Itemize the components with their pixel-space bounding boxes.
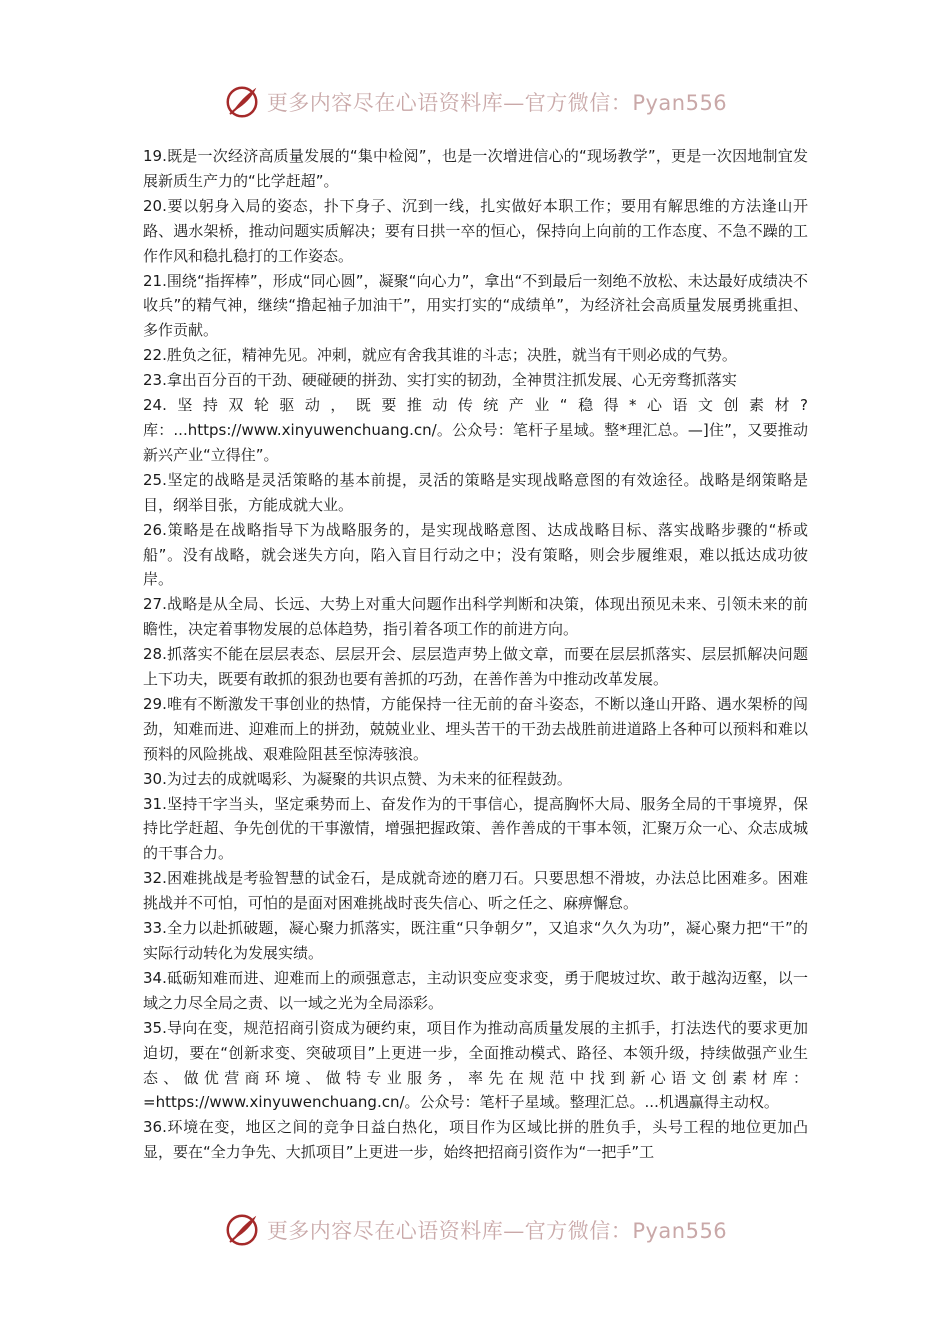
paragraph: 28.抓落实不能在层层表态、层层开会、层层造声势上做文章，而要在层层抓落实、层层抓解决问题上下功夫，既要有敢抓的狠劲也要有善抓的巧劲，在善作善为中推动改革发展。	[143, 645, 808, 689]
header-banner	[0, 80, 950, 124]
paragraph: 23.拿出百分百的干劲、硬碰硬的拼劲、实打实的韧劲，全神贯注抓发展、心无旁骛抓落实	[143, 371, 737, 390]
paragraph: 29.唯有不断激发干事创业的热情，方能保持一往无前的奋斗姿态，不断以逢山开路、遇水架桥的闯劲，知难而进、迎难而上的拼劲，兢兢业业、埋头苦干的干劲去战胜前进道路上各种可以预料和难以预料的风险挑战、艰难险阻甚至惊涛骇浪。	[143, 694, 808, 763]
paragraph: 35.导向在变，规范招商引资成为硬约束，项目作为推动高质量发展的主抓手，打法迭代的要求更加迫切，要在“创新求变、突破项目”上更进一步，全面推动模式、路径、本领升级，持续做强产业生态、做优营商环境、做特专业服务，率先在规范中找到新心语文创素材库：=https://www.xinyuwenchuang.cn/。公众号：笔杆子星域。整理汇总。...机遇赢得主动权。	[143, 1018, 808, 1112]
document-body	[143, 144, 808, 1165]
paragraph: 26.策略是在战略指导下为战略服务的，是实现战略意图、达成战略目标、落实战略步骤的“桥或船”。没有战略，就会迷失方向，陷入盲目行动之中；没有策略，则会步履维艰，难以抵达成功彼岸。	[143, 520, 808, 589]
header-banner-text	[267, 87, 727, 117]
header-wechat-handle: Pyan556	[632, 91, 728, 115]
footer-banner-text	[267, 1215, 727, 1245]
quill-logo-icon	[223, 83, 261, 121]
paragraph: 33.全力以赴抓破题，凝心聚力抓落实，既注重“只争朝夕”，又追求“久久为功”，凝心聚力把“干”的实际行动转化为发展实绩。	[143, 919, 808, 962]
paragraph: 25.坚定的战略是灵活策略的基本前提，灵活的策略是实现战略意图的有效途径。战略是纲策略是目，纲举目张，方能成就大业。	[143, 470, 808, 514]
paragraph: 31.坚持干字当头，坚定乘势而上、奋发作为的干事信心，提高胸怀大局、服务全局的干事境界，保持比学赶超、争先创优的干事激情，增强把握政策、善作善成的干事本领，汇聚万众一心、众志成城的干事合力。	[143, 794, 808, 863]
paragraph: 34.砥砺知难而进、迎难而上的顽强意志，主动识变应变求变，勇于爬坡过坎、敢于越沟迈壑，以一域之力尽全局之责、以一域之光为全局添彩。	[143, 968, 808, 1012]
footer-wechat-handle: Pyan556	[632, 1219, 728, 1243]
paragraph: 19.既是一次经济高质量发展的“集中检阅”，也是一次增进信心的“现场教学”，更是一次因地制宜发展新质生产力的“比学赶超”。	[143, 147, 808, 190]
paragraph: 36.环境在变，地区之间的竞争日益白热化，项目作为区域比拼的胜负手，头号工程的地位更加凸显，要在“全力争先、大抓项目”上更进一步，始终把招商引资作为“一把手”工	[143, 1118, 808, 1162]
paragraph: 24.坚持双轮驱动，既要推动传统产业“稳得*心语文创素材?库：...https://www.xinyuwenchuang.cn/。公众号：笔杆子星域。整*理汇总。—]住”，又要推动新兴产业“立得住”。	[143, 396, 808, 464]
paragraph: 21.围绕“指挥棒”，形成“同心圆”，凝聚“向心力”，拿出“不到最后一刻绝不放松、未达最好成绩决不收兵”的精气神，继续“撸起袖子加油干”，用实打实的“成绩单”，为经济社会高质量发展勇挑重担、多作贡献。	[143, 271, 808, 340]
quill-logo-icon	[223, 1211, 261, 1249]
paragraph: 20.要以躬身入局的姿态，扑下身子、沉到一线，扎实做好本职工作；要用有解思维的方法逢山开路、遇水架桥，推动问题实质解决；要有日拱一卒的恒心，保持向上向前的工作态度、不急不躁的工作作风和稳扎稳打的工作姿态。	[143, 196, 808, 265]
paragraph: 30.为过去的成就喝彩、为凝聚的共识点赞、为未来的征程鼓劲。	[143, 769, 572, 788]
footer-banner	[0, 1208, 950, 1252]
paragraph: 32.困难挑战是考验智慧的试金石，是成就奇迹的磨刀石。只要思想不滑坡，办法总比困难多。困难挑战并不可怕，可怕的是面对困难挑战时丧失信心、听之任之、麻痹懈怠。	[143, 869, 808, 913]
paragraph: 22.胜负之征，精神先见。冲刺，就应有舍我其谁的斗志；决胜，就当有干则必成的气势。	[143, 346, 737, 365]
paragraph: 27.战略是从全局、长远、大势上对重大问题作出科学判断和决策，体现出预见未来、引领未来的前瞻性，决定着事物发展的总体趋势，指引着各项工作的前进方向。	[143, 595, 808, 639]
footer-banner-label: 更多内容尽在心语资料库—官方微信：	[266, 1219, 633, 1243]
header-banner-label: 更多内容尽在心语资料库—官方微信：	[266, 91, 633, 115]
